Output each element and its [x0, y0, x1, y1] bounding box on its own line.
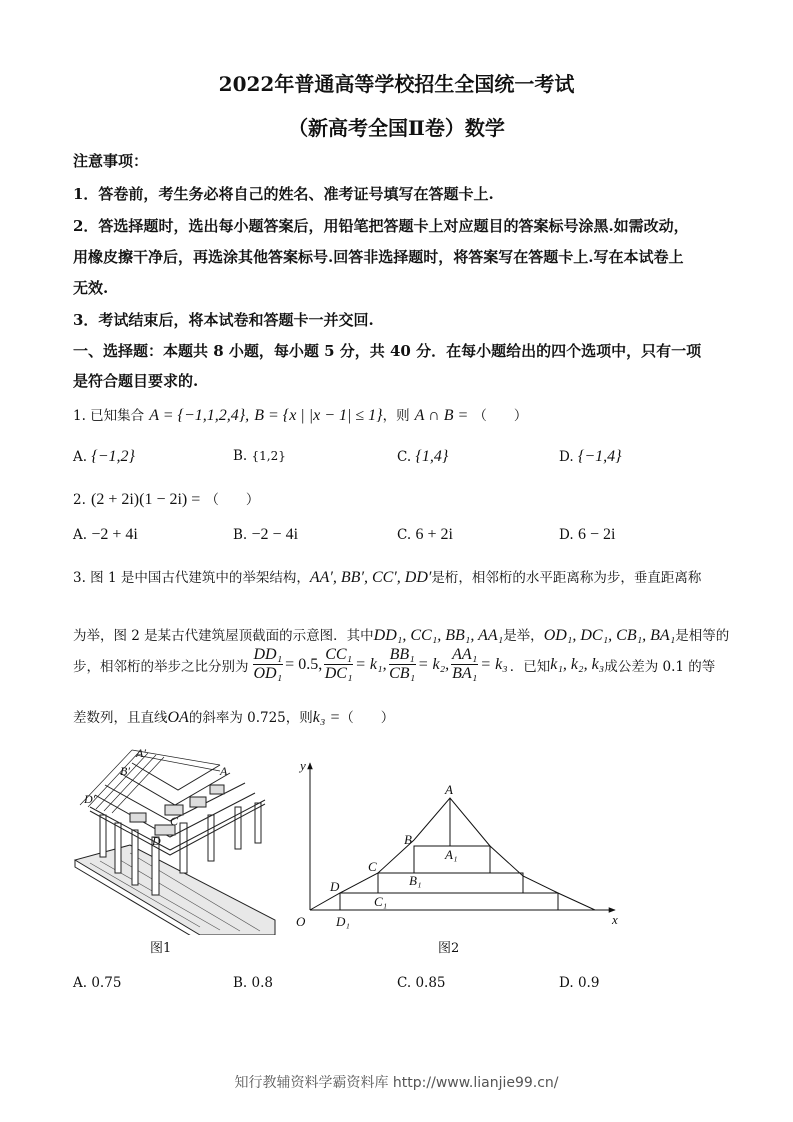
fig2-label-o: O	[296, 914, 306, 929]
q1-paren: （ ）	[473, 408, 528, 424]
fig2-label-c1: C₁	[374, 894, 388, 909]
option-label: D.	[559, 975, 574, 991]
notice-line-2c: 无效.	[73, 279, 109, 297]
q3-line-4	[73, 706, 394, 727]
rect-c1	[340, 893, 558, 910]
q3-math: AA′, BB′, CC′, DD′	[309, 569, 432, 586]
denominator: CB₁	[389, 665, 416, 682]
q3-math: k₃ =	[312, 709, 341, 726]
figure-1-roof-frame	[70, 745, 280, 935]
q3-eq: = k₂,	[417, 655, 450, 673]
question-2	[73, 488, 259, 509]
q2-option-c[interactable]	[397, 526, 453, 544]
q3-text: 的斜率为 0.725，则	[188, 710, 313, 726]
q3-eq: = 0.5,	[285, 655, 323, 673]
option-value: 0.75	[91, 975, 122, 991]
q2-option-d[interactable]	[559, 526, 615, 544]
figure-2-cross-section	[290, 758, 630, 933]
notice-line-2b: 用橡皮擦干净后，再选涂其他答案标号.回答非选择题时，将答案写在答题卡上.写在本试卷上	[73, 248, 684, 266]
fig1-label-d: D	[152, 834, 161, 848]
q2-option-b[interactable]	[233, 526, 298, 544]
fig2-label-b: B	[404, 832, 412, 847]
q3-option-b[interactable]	[233, 975, 273, 991]
q1-option-c[interactable]	[397, 448, 448, 466]
q3-option-d[interactable]	[559, 975, 599, 991]
fraction-dd1	[253, 646, 284, 683]
option-label: A.	[73, 449, 88, 465]
q3-text: 是相等的	[675, 628, 730, 644]
q1-sep: ,	[245, 407, 250, 424]
q2-number: 2.	[73, 492, 86, 508]
fig2-label-a: A	[445, 782, 453, 797]
option-value: −2 − 4i	[251, 526, 299, 543]
q3-math: OA	[167, 709, 189, 726]
q3-math: OD₁, DC₁, CB₁, BA₁	[543, 627, 676, 644]
option-label: B.	[233, 975, 248, 991]
option-label: A.	[73, 527, 88, 543]
option-label: D.	[559, 449, 574, 465]
notice-line-3: 3．考试结束后，将本试卷和答题卡一并交回.	[73, 311, 374, 329]
q2-expression: (2 + 2i)(1 − 2i) =	[90, 491, 201, 508]
q3-line-1	[73, 566, 701, 587]
q1-option-b[interactable]	[233, 448, 286, 464]
option-label: C.	[397, 527, 412, 543]
q3-text: （ ）	[340, 710, 395, 726]
fig2-label-c: C	[368, 859, 377, 874]
fig1-label-c: C	[170, 814, 179, 828]
fig1-label-a-prime: A′	[136, 746, 146, 760]
option-value: {−1,2}	[91, 448, 135, 465]
option-label: A.	[73, 975, 88, 991]
q3-text: 成公差为 0.1 的等	[604, 658, 716, 675]
fig2-label-a1: A₁	[445, 847, 458, 862]
notice-line-1: 1．答卷前，考生务必将自己的姓名、准考证号填写在答题卡上.	[73, 185, 494, 203]
q3-line-2	[73, 624, 729, 645]
q3-option-a[interactable]	[73, 975, 121, 991]
option-value: {−1,4}	[577, 448, 622, 465]
numerator: AA₁	[452, 646, 478, 663]
q1-set-b: B = {x | |x − 1| ≤ 1}	[254, 407, 383, 424]
q1-prefix: 1. 已知集合	[73, 408, 145, 424]
q3-text: 为举，图 2 是某古代建筑屋顶截面的示意图．其中	[73, 628, 374, 644]
q3-text: 是举，	[503, 628, 544, 644]
fraction-cc1	[324, 646, 353, 683]
footer-watermark[interactable]: 知行教辅资料学霸资料库 http://www.lianjie99.cn/	[234, 1075, 559, 1091]
denominator: OD₁	[253, 665, 283, 682]
exam-subtitle: （新高考全国Ⅱ卷）数学	[288, 116, 505, 140]
q3-line-3	[73, 646, 715, 683]
q3-text: 是桁，相邻桁的水平距离称为步，垂直距离称	[431, 570, 702, 586]
notice-heading: 注意事项：	[73, 152, 149, 170]
denominator: BA₁	[452, 665, 478, 682]
exam-title: 2022年普通高等学校招生全国统一考试	[218, 72, 575, 96]
numerator: CC₁	[325, 646, 353, 663]
fig1-label-b-prime: B′	[120, 764, 130, 778]
section-heading-line-2: 是符合题目要求的.	[73, 372, 199, 390]
q1-expression: A ∩ B =	[414, 407, 469, 424]
option-label: B.	[233, 527, 248, 543]
q2-paren: （ ）	[205, 492, 260, 508]
q1-set-a: A = {−1,1,2,4}	[149, 407, 246, 424]
fig2-label-x: x	[612, 912, 618, 927]
fig1-label-d-prime: D′	[84, 792, 96, 806]
option-value: 6 − 2i	[577, 526, 616, 543]
question-1	[73, 404, 527, 425]
option-value: 6 + 2i	[415, 526, 453, 543]
section-heading-line-1: 一、选择题：本题共 8 小题，每小题 5 分，共 40 分．在每小题给出的四个选项中，只有一项	[73, 342, 702, 360]
fraction-aa1	[451, 646, 478, 683]
q1-option-d[interactable]	[559, 448, 622, 466]
q1-option-a[interactable]	[73, 448, 135, 466]
option-value: {1,2}	[251, 449, 286, 463]
figure-1-caption: 图1	[150, 941, 172, 956]
q3-text: 3. 图 1 是中国古代建筑中的举架结构，	[73, 570, 310, 586]
option-value: {1,4}	[415, 448, 449, 465]
fig1-label-a: A	[220, 764, 228, 778]
option-label: D.	[559, 527, 574, 543]
q3-text: ．已知	[509, 658, 551, 675]
option-label: C.	[397, 975, 412, 991]
figure-2-caption: 图2	[438, 941, 460, 956]
option-value: 0.9	[577, 975, 600, 991]
fig2-label-y: y	[300, 758, 306, 773]
q3-text: 步，相邻桁的举步之比分别为	[73, 658, 249, 675]
q3-eq: = k₃	[480, 655, 508, 673]
fig2-label-b1: B₁	[409, 873, 422, 888]
q3-eq: = k₁,	[355, 655, 387, 673]
q3-option-c[interactable]	[397, 975, 446, 991]
fraction-bb1	[389, 646, 416, 683]
q1-tail: ，则	[382, 408, 410, 424]
fig2-label-d: D	[330, 879, 340, 894]
option-label: B.	[233, 448, 248, 464]
option-label: C.	[397, 449, 412, 465]
q3-math: k₁, k₂, k₃	[550, 655, 605, 673]
notice-line-2a: 2．答选择题时，选出每小题答案后，用铅笔把答题卡上对应题目的答案标号涂黑.如需改动，	[73, 217, 689, 235]
denominator: DC₁	[324, 665, 353, 682]
numerator: BB₁	[389, 646, 415, 663]
fig2-label-d1: D₁	[336, 914, 350, 929]
option-value: −2 + 4i	[91, 526, 138, 543]
q3-text: 差数列，且直线	[73, 710, 168, 726]
numerator: DD₁	[253, 646, 283, 663]
option-value: 0.85	[415, 975, 446, 991]
option-value: 0.8	[251, 975, 273, 991]
q3-math: DD₁, CC₁, BB₁, AA₁	[373, 627, 504, 644]
q2-option-a[interactable]	[73, 526, 138, 544]
rect-b1	[378, 873, 523, 893]
